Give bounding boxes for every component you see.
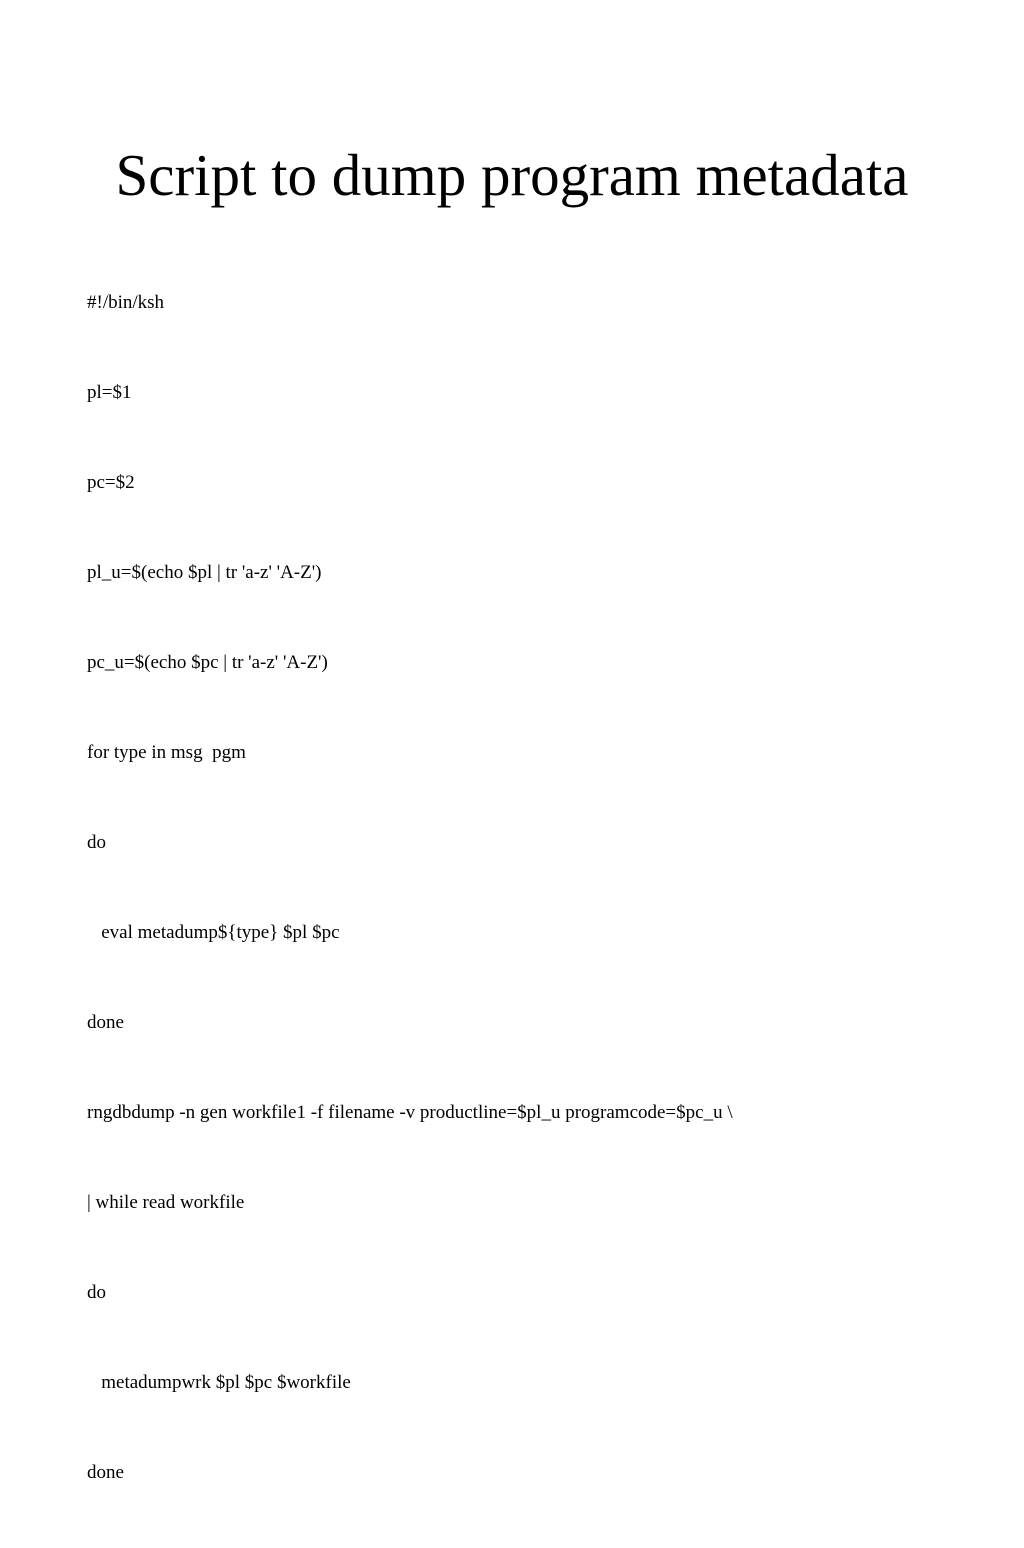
- code-line: metadumpwrk $pl $pc $workfile: [87, 1372, 351, 1393]
- slide-title: Script to dump program metadata: [115, 141, 909, 208]
- code-line: done: [87, 1012, 124, 1033]
- code-line: do: [87, 1282, 106, 1303]
- code-line: rngdbdump -n gen workfile1 -f filename -v productline=$pl_u programcode=$pc_u \: [87, 1102, 733, 1123]
- code-line: pc_u=$(echo $pc | tr 'a-z' 'A-Z'): [87, 652, 328, 673]
- code-line: #!/bin/ksh: [87, 292, 165, 313]
- code-line: for type in msg pgm: [87, 742, 246, 763]
- code-line: eval metadump${type} $pl $pc: [87, 922, 340, 943]
- code-line: do: [87, 832, 106, 853]
- code-line: | while read workfile: [87, 1192, 245, 1213]
- code-line: pl=$1: [87, 382, 132, 403]
- code-line: pl_u=$(echo $pl | tr 'a-z' 'A-Z'): [87, 562, 322, 583]
- script-code-block: [87, 228, 987, 1548]
- code-line: pc=$2: [87, 472, 135, 493]
- code-line: done: [87, 1462, 124, 1483]
